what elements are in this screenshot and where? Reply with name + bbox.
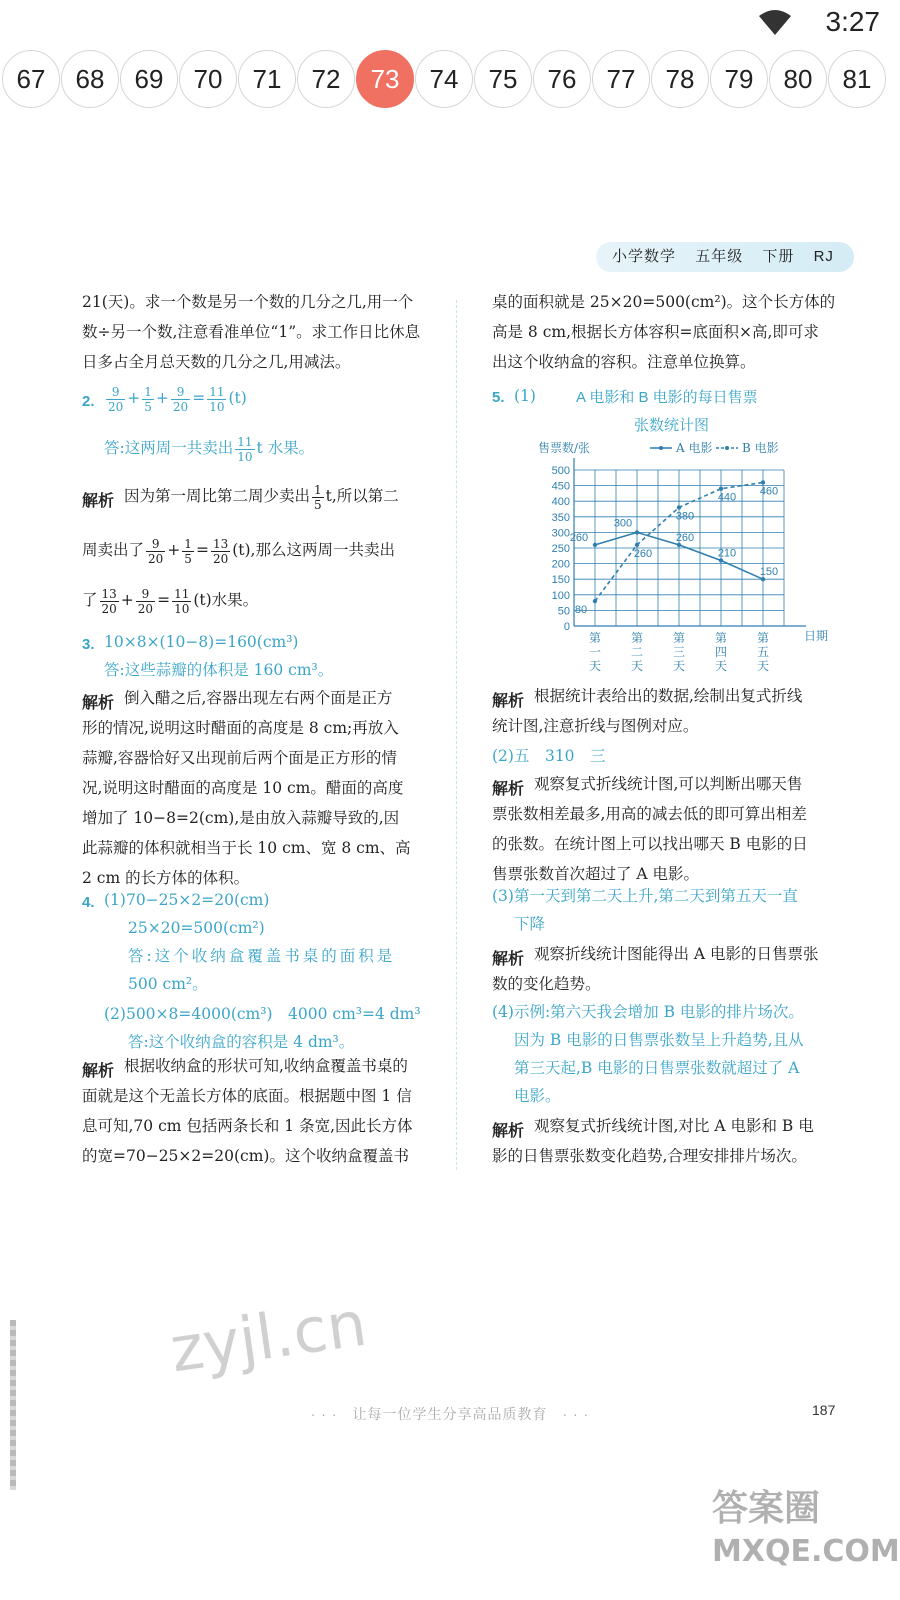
legend-label: B 电影 — [742, 441, 779, 455]
data-label: 300 — [613, 517, 633, 530]
data-label: 260 — [675, 531, 695, 544]
text-line: 形的情况,说明这时醋面的高度是 8 cm;再放入 — [82, 719, 399, 737]
page-pill-80[interactable]: 80 — [769, 50, 827, 108]
q4-line: 500 cm²。 — [128, 975, 208, 993]
data-point — [677, 505, 681, 509]
q4-line: 答:这个收纳盒覆盖书桌的面积是 — [128, 947, 396, 965]
legend-marker — [725, 446, 729, 450]
q5-answer: 电影。 — [514, 1087, 561, 1105]
analysis-label: 解析 — [492, 951, 525, 968]
x-tick-label: 第 — [714, 631, 728, 645]
page-pill-68[interactable]: 68 — [61, 50, 119, 108]
q4-line: (2)500×8=4000(cm³) 4000 cm³=4 dm³ — [104, 1005, 421, 1023]
page-pill-73[interactable]: 73 — [356, 50, 414, 108]
text-line: 根据收纳盒的形状可知,收纳盒覆盖书桌的 — [124, 1057, 408, 1075]
analysis-label: 解析 — [82, 695, 115, 712]
page-number: 187 — [812, 1402, 836, 1418]
page-navigator — [0, 48, 900, 112]
analysis-label: 解析 — [492, 781, 525, 798]
data-label: 150 — [759, 566, 779, 579]
data-label: 260 — [569, 531, 589, 544]
text-line: 的宽=70−25×2=20(cm)。这个收纳盒覆盖书 — [82, 1147, 409, 1165]
data-point — [593, 599, 597, 603]
q3-equation: 10×8×(10−8)=160(cm³) — [104, 633, 299, 651]
text-line: 高是 8 cm,根据长方体容积=底面积×高,即可求 — [492, 323, 819, 341]
page-pill-79[interactable]: 79 — [710, 50, 768, 108]
page-pill-76[interactable]: 76 — [533, 50, 591, 108]
y-tick-label: 200 — [551, 558, 570, 571]
question-number: 3. — [82, 636, 95, 653]
data-label: 460 — [759, 485, 779, 498]
text-line: 观察复式折线统计图,对比 A 电影和 B 电 — [534, 1117, 814, 1135]
status-bar — [0, 0, 900, 42]
page-pill-72[interactable]: 72 — [297, 50, 355, 108]
text-line: 因为第一周比第二周少卖出 $\frac{1}{5}$ t,所以第二 — [124, 482, 399, 512]
data-label: 210 — [717, 547, 737, 560]
q5-answer: 下降 — [514, 915, 546, 933]
data-label: 260 — [633, 547, 653, 560]
x-tick-label: 第 — [630, 631, 644, 645]
text-line: 21(天)。求一个数是另一个数的几分之几,用一个 — [82, 293, 414, 311]
book-subject: 小学数学 — [612, 248, 677, 265]
y-tick-label: 500 — [551, 465, 570, 477]
x-tick-label: 四 — [714, 645, 728, 659]
data-point — [761, 480, 765, 484]
y-tick-label: 0 — [563, 621, 570, 633]
q4-line: (1)70−25×2=20(cm) — [104, 891, 270, 909]
y-tick-label: 250 — [551, 543, 570, 555]
data-point — [593, 543, 597, 547]
data-point — [719, 487, 723, 491]
text-line: 面就是这个无盖长方体的底面。根据题中图 1 信 — [82, 1087, 412, 1105]
question-number: 4. — [82, 894, 95, 911]
text-line: 统计图,注意折线与图例对应。 — [492, 717, 699, 735]
y-axis-label: 售票数/张 — [538, 441, 591, 455]
book-edition: RJ — [813, 248, 834, 265]
x-tick-label: 二 — [630, 645, 644, 659]
x-tick-label: 天 — [672, 659, 686, 673]
y-tick-label: 100 — [551, 589, 570, 602]
page-pill-71[interactable]: 71 — [238, 50, 296, 108]
text-line: 增加了 10−8=2(cm),是由放入蒜瓣导致的,因 — [82, 809, 400, 827]
book-header-tag — [596, 242, 854, 272]
q5-subpart: (1) — [514, 387, 536, 405]
wifi-icon — [758, 10, 792, 36]
legend-marker — [659, 446, 663, 450]
q5-answer: (2)五 310 三 — [492, 747, 606, 765]
line-chart — [536, 440, 836, 680]
x-tick-label: 一 — [588, 645, 602, 659]
page-pill-77[interactable]: 77 — [592, 50, 650, 108]
chart-subtitle: 张数统计图 — [634, 417, 710, 434]
text-line: 数的变化趋势。 — [492, 975, 601, 993]
q3-answer: 答:这些蒜瓣的体积是 160 cm³。 — [104, 661, 334, 679]
y-tick-label: 450 — [551, 480, 570, 493]
x-tick-label: 第 — [756, 631, 770, 645]
q5-answer: (3)第一天到第二天上升,第二天到第五天一直 — [492, 887, 798, 905]
analysis-label: 解析 — [492, 693, 525, 710]
page-pill-70[interactable]: 70 — [179, 50, 237, 108]
watermark: zyjl.cn — [165, 1286, 371, 1387]
x-tick-label: 第 — [588, 631, 602, 645]
column-divider — [456, 300, 457, 1170]
chart-title: A 电影和 B 电影的每日售票 — [576, 389, 758, 406]
q4-line: 答:这个收纳盒的容积是 4 dm³。 — [128, 1033, 355, 1051]
text-line: 了 $\frac{13}{20}$ + $\frac{9}{20}$ = $\frac{11}{10}$ (t)水果。 — [82, 586, 259, 616]
text-line: 蒜瓣,容器恰好又出现前后两个面是正方形的情 — [82, 749, 397, 767]
book-grade: 五年级 — [695, 248, 744, 265]
text-line: 况,说明这时醋面的高度是 10 cm。醋面的高度 — [82, 779, 404, 797]
x-tick-label: 五 — [756, 645, 770, 659]
x-tick-label: 天 — [630, 659, 644, 673]
text-line: 观察折线统计图能得出 A 电影的日售票张 — [534, 945, 819, 963]
x-tick-label: 天 — [756, 659, 770, 673]
text-line: 票张数相差最多,用高的减去低的即可算出相差 — [492, 805, 807, 823]
data-label: 80 — [574, 604, 588, 617]
page-pill-67[interactable]: 67 — [2, 50, 60, 108]
y-tick-label: 150 — [551, 574, 570, 587]
data-point — [635, 543, 639, 547]
text-line: 出这个收纳盒的容积。注意单位换算。 — [492, 353, 756, 371]
text-line: 日多占全月总天数的几分之几,用减法。 — [82, 353, 351, 371]
question-number: 2. — [82, 393, 95, 410]
analysis-label: 解析 — [82, 1063, 115, 1080]
text-line: 2 cm 的长方体的体积。 — [82, 869, 250, 887]
x-tick-label: 三 — [672, 645, 686, 659]
data-label: 440 — [717, 491, 737, 504]
q4-line: 25×20=500(cm²) — [128, 919, 265, 937]
text-line: 桌的面积就是 25×20=500(cm²)。这个长方体的 — [492, 293, 836, 311]
text-line: 此蒜瓣的体积就相当于长 10 cm、宽 8 cm、高 — [82, 839, 411, 857]
x-axis-label: 日期 — [804, 629, 829, 643]
text-line: 数÷另一个数,注意看准单位“1”。求工作日比休息 — [82, 323, 421, 341]
watermark: 答案圈 — [712, 1488, 821, 1529]
y-tick-label: 50 — [557, 605, 570, 618]
text-line: 倒入醋之后,容器出现左右两个面是正方 — [124, 689, 393, 707]
text-line: 影的日售票张数变化趋势,合理安排排片场次。 — [492, 1147, 807, 1165]
q2-equation: $\frac{9}{20}$ + $\frac{1}{5}$ + $\frac{9}{20}$ = $\frac{11}{10}$ (t) — [108, 384, 247, 414]
page-pill-74[interactable]: 74 — [415, 50, 473, 108]
data-label: 380 — [675, 510, 695, 523]
y-tick-label: 300 — [551, 527, 570, 540]
q2-answer: 答:这两周一共卖出 $\frac{11}{10}$ t 水果。 — [104, 434, 315, 464]
analysis-label: 解析 — [82, 493, 115, 510]
text-line: 根据统计表给出的数据,绘制出复式折线 — [534, 687, 803, 705]
analysis-label: 解析 — [492, 1123, 525, 1140]
q5-answer: 第三天起,B 电影的日售票张数就超过了 A — [514, 1059, 800, 1077]
x-tick-label: 第 — [672, 631, 686, 645]
page-pill-78[interactable]: 78 — [651, 50, 709, 108]
text-line: 观察复式折线统计图,可以判断出哪天售 — [534, 775, 803, 793]
footer-slogan: · · · 让每一位学生分享高品质教育 · · · — [310, 1406, 590, 1422]
text-line: 息可知,70 cm 包括两条长和 1 条宽,因此长方体 — [82, 1117, 413, 1135]
data-point — [635, 530, 639, 534]
book-volume: 下册 — [762, 248, 795, 265]
y-tick-label: 400 — [551, 496, 570, 509]
page-pill-81[interactable]: 81 — [828, 50, 886, 108]
text-line: 周卖出了 $\frac{9}{20}$ + $\frac{1}{5}$ = $\frac{13}{20}$ (t),那么这两周一共卖出 — [82, 536, 395, 566]
x-tick-label: 天 — [714, 659, 728, 673]
status-time: 3:27 — [825, 6, 880, 37]
q5-answer: 因为 B 电影的日售票张数呈上升趋势,且从 — [514, 1031, 804, 1049]
page-pill-75[interactable]: 75 — [474, 50, 532, 108]
x-tick-label: 天 — [588, 659, 602, 673]
question-number: 5. — [492, 389, 505, 406]
page-pill-69[interactable]: 69 — [120, 50, 178, 108]
q5-answer: (4)示例:第六天我会增加 B 电影的排片场次。 — [492, 1003, 804, 1021]
y-tick-label: 350 — [551, 511, 570, 524]
text-line: 的张数。在统计图上可以找出哪天 B 电影的日 — [492, 835, 808, 853]
watermark: MXQE.COM — [712, 1534, 900, 1569]
text-line: 售票张数首次超过了 A 电影。 — [492, 865, 700, 883]
legend-label: A 电影 — [676, 441, 713, 455]
